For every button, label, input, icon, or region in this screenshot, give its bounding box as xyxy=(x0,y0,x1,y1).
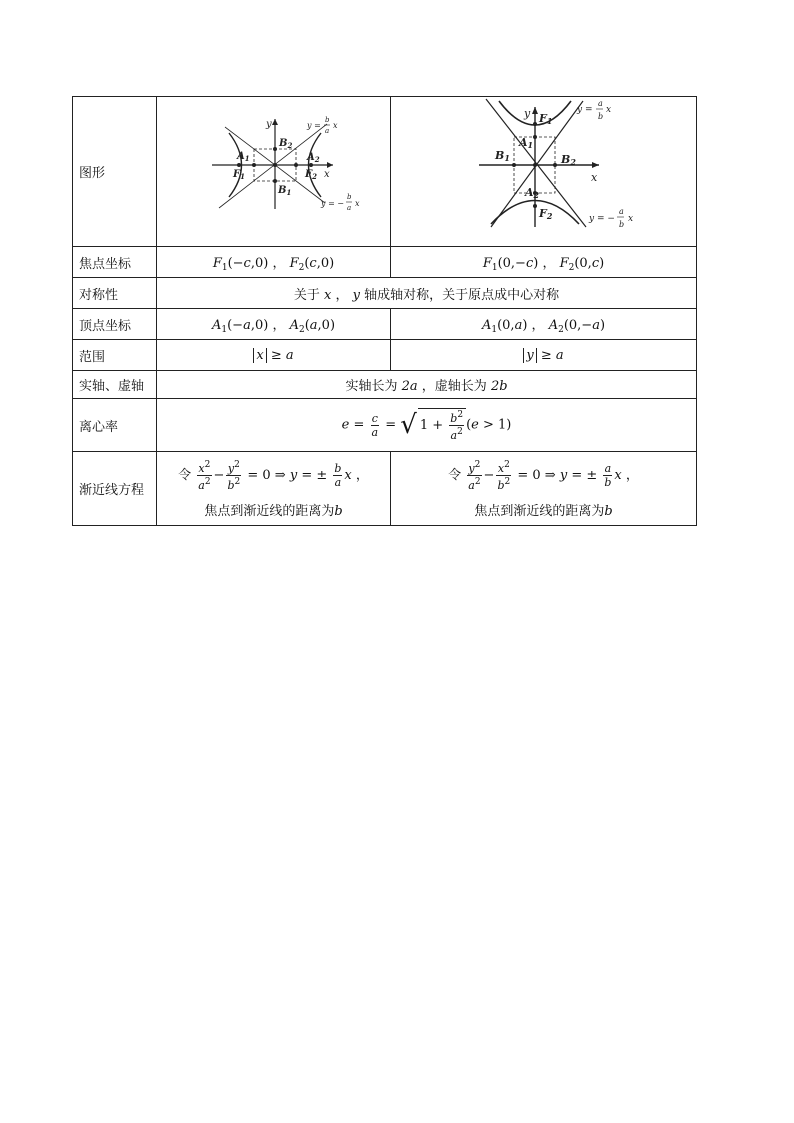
svg-text:b: b xyxy=(598,112,604,121)
vertices-horizontal: $A_1(-a,0)$ ， $A_2(a,0)$ xyxy=(157,309,391,340)
y-axis-label: y xyxy=(266,119,272,130)
axes-text: 实轴长为 2a ，虚轴长为 2b xyxy=(157,371,697,399)
b1-label: B1 xyxy=(495,149,510,163)
ling-text: 令 xyxy=(178,467,192,483)
f2-label: F2 xyxy=(539,207,553,221)
svg-text:x: x xyxy=(628,214,634,224)
x-axis-label: x xyxy=(324,169,330,180)
ling-text: 令 xyxy=(448,467,462,483)
svg-text:a: a xyxy=(325,127,330,135)
f2-label: $F_2$ xyxy=(305,169,317,181)
a1-label: $A_1$ xyxy=(237,151,250,163)
f1-label: $F_1$ xyxy=(233,169,245,181)
asymptote-bottom-equation xyxy=(588,207,633,229)
asymptote-bottom-equation xyxy=(320,193,360,212)
row-graph xyxy=(73,97,697,247)
point-b1 xyxy=(273,179,277,183)
focus-f1 xyxy=(237,163,241,167)
row-label-foci: 焦点坐标 xyxy=(73,247,157,278)
range-vertical: y ≥ a xyxy=(391,340,697,371)
row-label-symmetry: 对称性 xyxy=(73,278,157,309)
hyperbola-vertical-graph xyxy=(391,97,697,242)
vertex-a2 xyxy=(294,163,298,167)
row-label-asymptote: 渐近线方程 xyxy=(73,452,157,526)
row-label-graph: 图形 xyxy=(73,97,157,247)
svg-text:x: x xyxy=(355,199,360,208)
row-eccentricity xyxy=(73,399,697,452)
svg-text:a: a xyxy=(619,207,624,216)
foci-horizontal: $F_1(-c,0)$ ， $F_2(c,0)$ xyxy=(157,247,391,278)
vertices-vertical: $A_1(0,a)$ ， $A_2(0,-a)$ xyxy=(391,309,697,340)
row-axes xyxy=(73,371,697,399)
svg-text:y = −: y = − xyxy=(321,199,345,208)
svg-text:x: x xyxy=(333,121,338,130)
asymptote-vertical: 令 $\frac{y^2}{a^2}$ − $\frac{x^2}{b^2}$ = 0 ⇒ y = ± $\frac{a}{b}$ x ， 焦点到渐近线的距离为b xyxy=(391,452,697,526)
row-symmetry xyxy=(73,278,697,309)
graph-vertical-cell xyxy=(391,97,697,247)
eccentricity-formula: e = $\frac{c}{a}$ = √ 1 + $\frac{b^2}{a^2}$ (e > 1) xyxy=(157,399,697,452)
x-axis-arrow xyxy=(592,162,599,168)
svg-text:b: b xyxy=(325,116,330,124)
hyperbola-properties-table xyxy=(72,96,697,526)
svg-text:y = −: y = − xyxy=(589,214,615,224)
symmetry-text: 关于 x ， y 轴成轴对称，关于原点成中心对称 xyxy=(157,278,697,309)
asymptote-top-equation xyxy=(576,99,611,121)
focus-f1 xyxy=(533,122,537,126)
y-axis-arrow xyxy=(532,107,538,114)
a2-label: A2 xyxy=(525,186,540,200)
focus-f2 xyxy=(309,163,313,167)
row-asymptote xyxy=(73,452,697,526)
origin xyxy=(273,163,277,167)
b2-label: B2 xyxy=(561,153,576,167)
point-b2 xyxy=(273,147,277,151)
row-vertices xyxy=(73,309,697,340)
row-label-axes: 实轴、虚轴 xyxy=(73,371,157,399)
x-axis-arrow xyxy=(327,162,333,168)
row-range xyxy=(73,340,697,371)
x-axis-label: x xyxy=(591,171,598,184)
row-label-vertices: 顶点坐标 xyxy=(73,309,157,340)
svg-text:a: a xyxy=(598,99,603,108)
vertex-a1 xyxy=(533,135,537,139)
hyperbola-properties-sheet xyxy=(72,96,696,526)
graph-horizontal-cell xyxy=(157,97,391,247)
point-b2 xyxy=(553,163,557,167)
asymptote-top-equation xyxy=(306,116,338,135)
vertex-a1 xyxy=(252,163,256,167)
a1-label: A1 xyxy=(519,136,534,150)
svg-text:b: b xyxy=(347,193,352,201)
origin xyxy=(533,163,537,167)
y-axis-arrow xyxy=(272,119,278,125)
foci-vertical: $F_1(0,-c)$ ， $F_2(0,c)$ xyxy=(391,247,697,278)
row-label-eccentricity: 离心率 xyxy=(73,399,157,452)
range-horizontal: x ≥ a xyxy=(157,340,391,371)
row-label-range: 范围 xyxy=(73,340,157,371)
focus-f2 xyxy=(533,204,537,208)
b1-label: $B_1$ xyxy=(278,185,292,197)
b2-label: $B_2$ xyxy=(279,138,293,150)
svg-text:y =: y = xyxy=(577,105,593,115)
y-axis-label: y xyxy=(524,107,531,120)
svg-text:x: x xyxy=(606,105,612,115)
asymptote-horizontal: 令 $\frac{x^2}{a^2}$ − $\frac{y^2}{b^2}$ = 0 ⇒ y = ± $\frac{b}{a}$ x ， 焦点到渐近线的距离为b xyxy=(157,452,391,526)
point-b1 xyxy=(512,163,516,167)
hyperbola-horizontal-graph xyxy=(157,97,391,242)
svg-text:y =: y = xyxy=(307,121,321,130)
row-foci xyxy=(73,247,697,278)
f1-label: F1 xyxy=(539,112,553,126)
svg-text:a: a xyxy=(347,204,352,212)
a2-label: $A_2$ xyxy=(307,152,320,164)
svg-text:b: b xyxy=(619,220,625,229)
